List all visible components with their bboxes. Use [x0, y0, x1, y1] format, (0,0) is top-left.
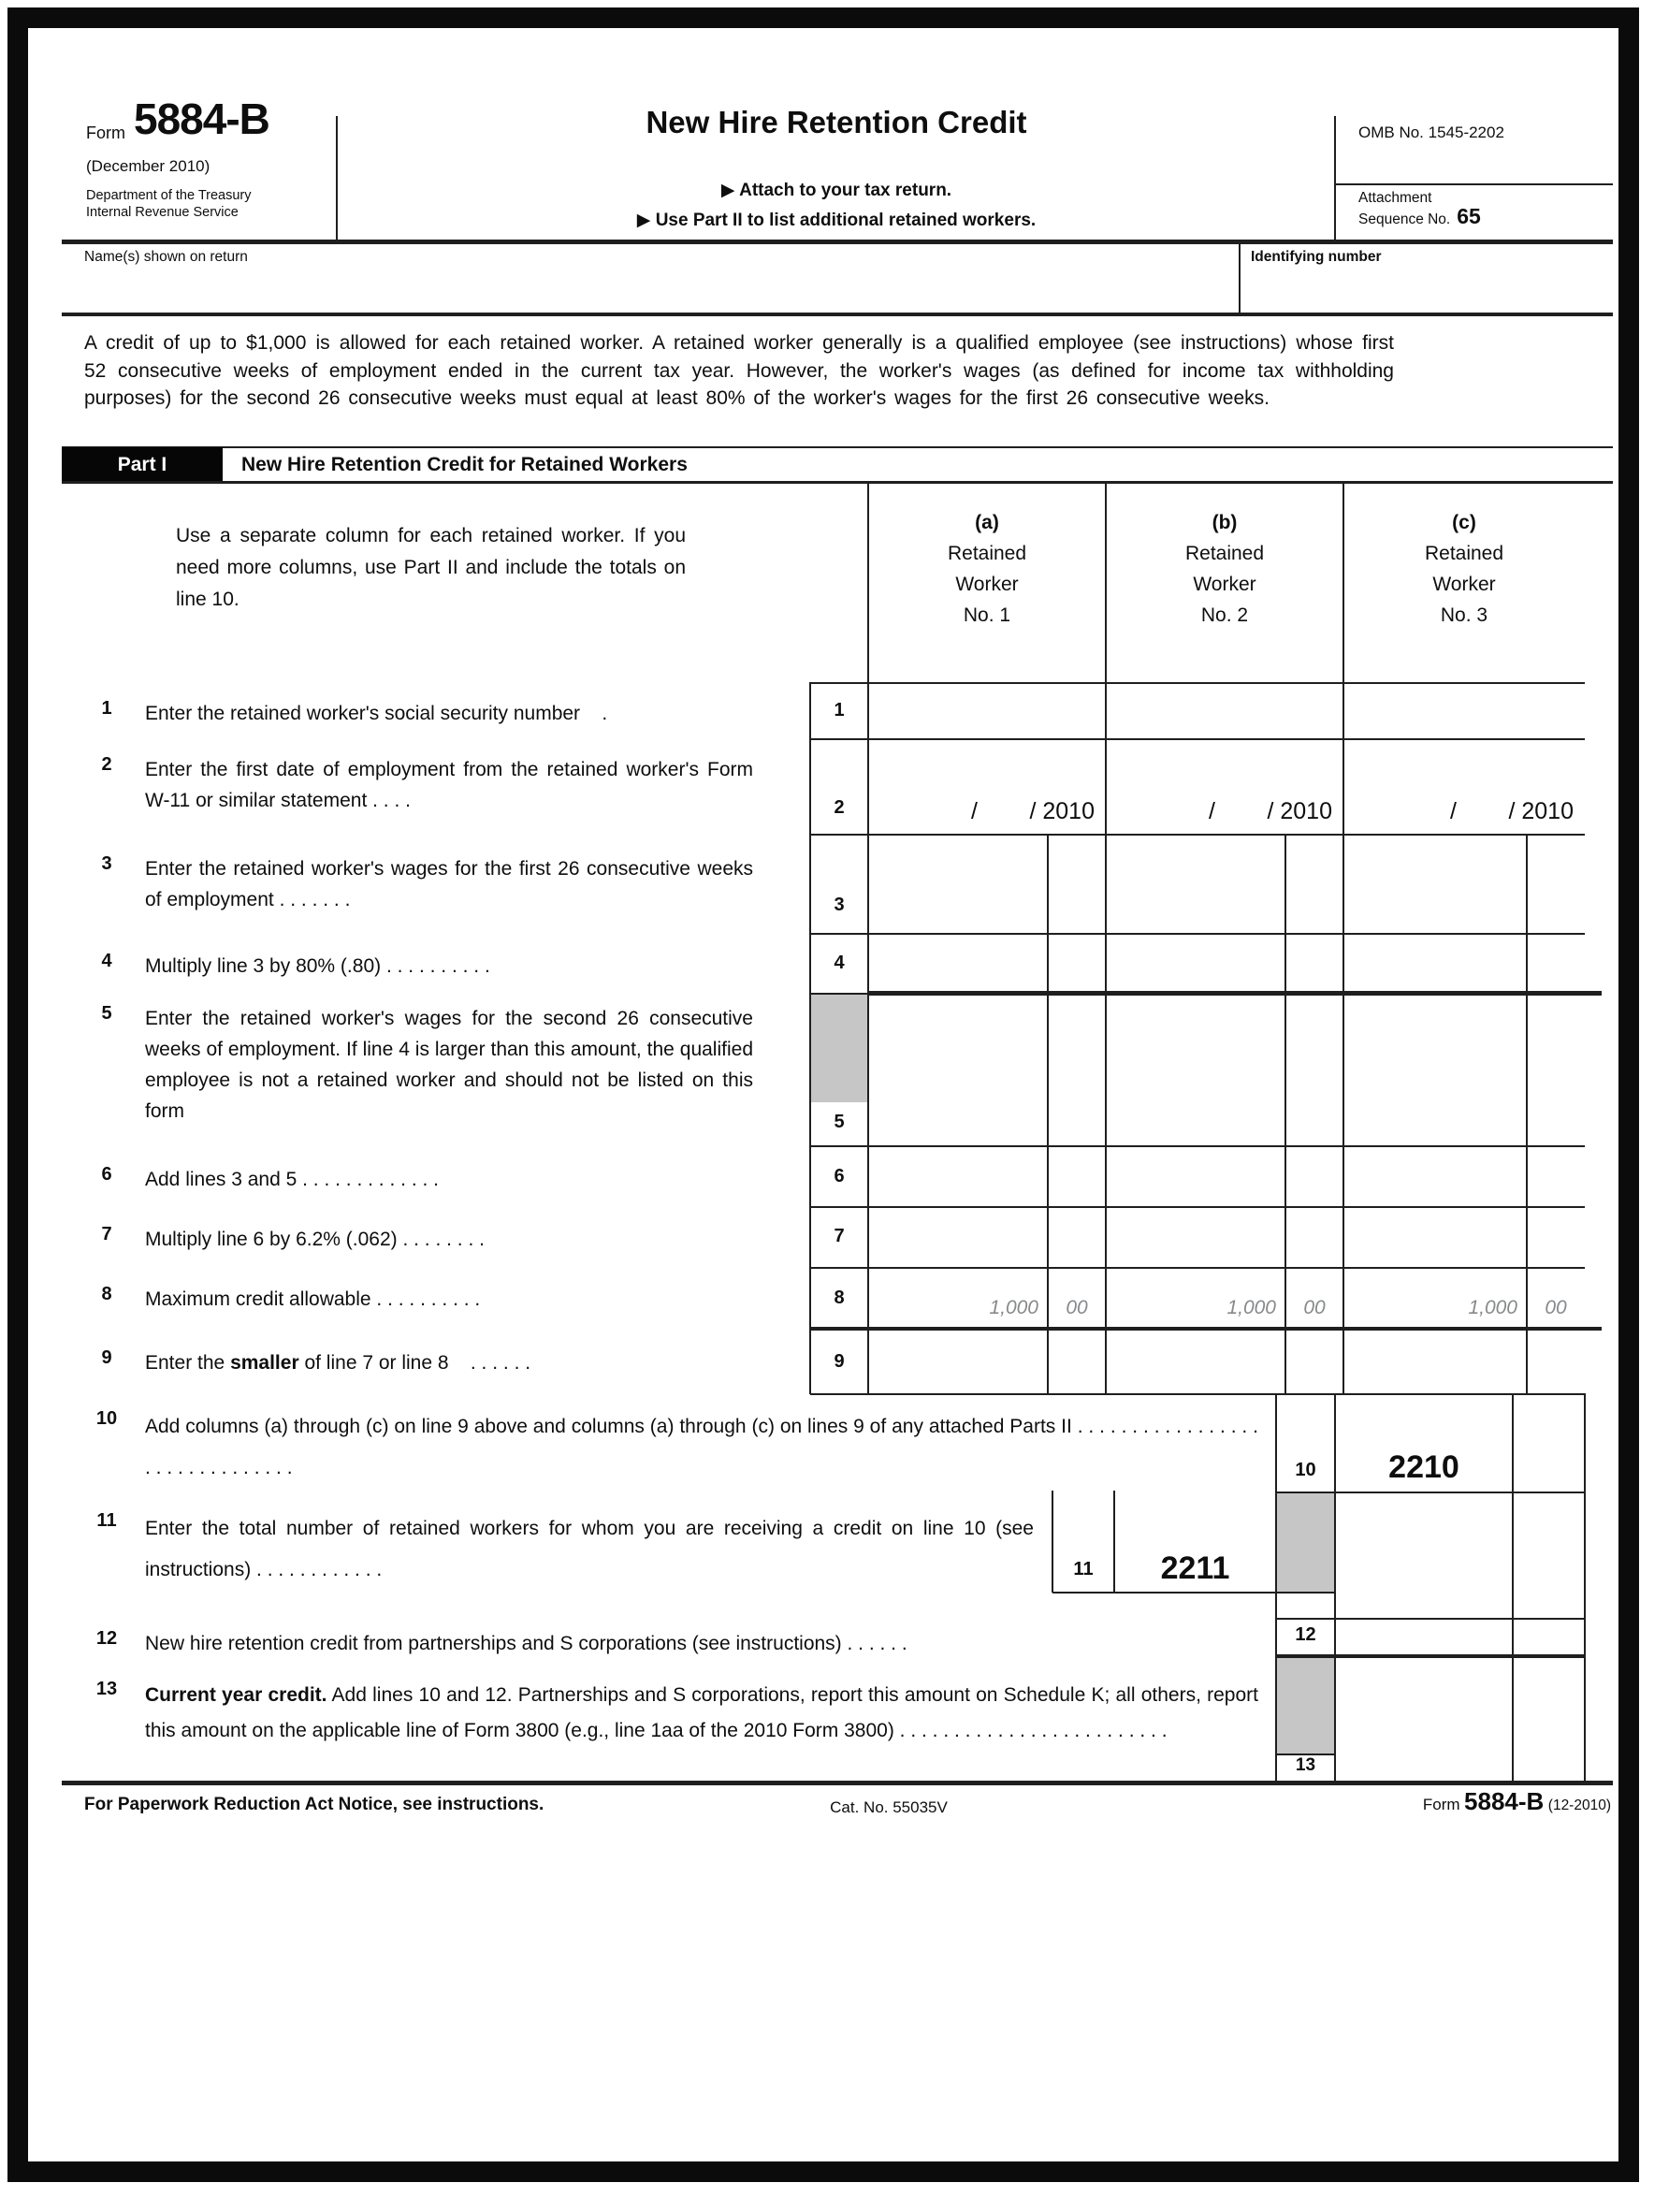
form-revision: (December 2010)	[86, 157, 210, 175]
column-header-a	[868, 507, 1106, 631]
line12-amount-cell[interactable]	[1335, 1619, 1513, 1654]
line1-col-c-cell[interactable]	[1343, 683, 1585, 739]
line9-number: 9	[101, 1347, 112, 1368]
line8-col-a-dollars: 1,000	[989, 1297, 1038, 1318]
line7-text: Multiply line 6 by 6.2% (.062) . . . . . . . .	[145, 1229, 485, 1250]
form-number: 5884-B	[134, 95, 269, 143]
line13-box-number: 13	[1295, 1755, 1316, 1775]
part1-label: Part I	[117, 454, 167, 475]
line1-box-number: 1	[834, 700, 845, 720]
name-input[interactable]	[64, 269, 1237, 313]
column-letter: (a)	[975, 512, 999, 533]
line5-col-c-cell[interactable]	[1343, 996, 1585, 1145]
line5-col-b-cell[interactable]	[1106, 996, 1343, 1145]
line9-col-b-cell[interactable]	[1106, 1331, 1343, 1393]
line2-box-number: 2	[834, 797, 845, 818]
line3-text: Enter the retained worker's wages for the first 26 consecutive weeks of employment . . . . . . .	[145, 858, 753, 910]
page-title: New Hire Retention Credit	[646, 105, 1027, 139]
line1-text: Enter the retained worker's social security number .	[145, 703, 608, 724]
line8-text: Maximum credit allowable . . . . . . . . . .	[145, 1288, 481, 1310]
line13-number: 13	[95, 1679, 118, 1699]
line2-col-c-date-cell[interactable]: / / 2010	[1449, 798, 1574, 824]
line7-col-c-cell[interactable]	[1343, 1207, 1585, 1267]
line9-col-a-cell[interactable]	[868, 1331, 1106, 1393]
line10-dot-leader: . . . . . . . . . . . . . . . . . . . . . . . . . . . . . . .	[145, 1416, 1258, 1478]
line6-box-number: 6	[834, 1166, 845, 1186]
paperwork-notice: For Paperwork Reduction Act Notice, see instructions.	[84, 1795, 544, 1814]
line12-text: New hire retention credit from partnerships and S corporations (see instructions) . . . . . .	[145, 1633, 907, 1654]
line8-col-b-cents: 00	[1303, 1297, 1326, 1318]
line5-text: Enter the retained worker's wages for the second 26 consecutive weeks of employment. If line 4 is larger than this amount, the qualified employee is not a retained worker and should not be listed on this form	[145, 1008, 753, 1122]
line3-box-number: 3	[834, 895, 845, 915]
line8-number: 8	[101, 1284, 112, 1304]
line5-box-number: 5	[834, 1112, 845, 1132]
catalog-number: Cat. No. 55035V	[830, 1798, 948, 1816]
line9-text-pre: Enter the	[145, 1352, 231, 1374]
name-label: Name(s) shown on return	[84, 249, 248, 265]
column-text: Worker	[955, 574, 1019, 595]
line7-col-a-cell[interactable]	[868, 1207, 1106, 1267]
line10-text-main: Add columns (a) through (c) on line 9 above and columns (a) through (c) on lines 9 of any attached Parts II	[145, 1416, 1072, 1437]
line12-box-number: 12	[1295, 1624, 1316, 1645]
line11-number: 11	[96, 1510, 117, 1531]
hrule	[62, 313, 1613, 316]
line2-col-b-date-cell[interactable]: / / 2010	[1208, 798, 1332, 824]
line6-text: Add lines 3 and 5 . . . . . . . . . . . . .	[145, 1169, 439, 1190]
footer-form-reference	[1244, 1787, 1611, 1816]
line2-col-a-date-cell[interactable]: / / 2010	[970, 798, 1095, 824]
form-word: Form	[86, 124, 125, 142]
line4-box-number: 4	[834, 953, 845, 973]
line7-box-number: 7	[834, 1226, 845, 1246]
table-instructions: Use a separate column for each retained worker. If you need more columns, use Part II and include the totals on line 10.	[176, 525, 686, 610]
line6-col-b-cell[interactable]	[1106, 1146, 1343, 1206]
footer-form-number: 5884-B	[1464, 1787, 1545, 1815]
line10-amount-cell[interactable]: 2210	[1388, 1449, 1459, 1485]
line3-number: 3	[101, 853, 112, 874]
hrule	[62, 240, 1613, 244]
shaded-cell	[811, 995, 867, 1102]
line5-col-a-cell[interactable]	[868, 996, 1106, 1145]
line1-col-b-cell[interactable]	[1106, 683, 1343, 739]
line7-col-b-cell[interactable]	[1106, 1207, 1343, 1267]
line6-col-a-cell[interactable]	[868, 1146, 1106, 1206]
line1-col-a-cell[interactable]	[868, 683, 1106, 739]
sequence-row	[1358, 204, 1481, 229]
column-header-c	[1343, 507, 1585, 631]
line11-box-number: 11	[1073, 1559, 1094, 1579]
line3-col-b-cell[interactable]	[1106, 835, 1343, 934]
line13-cents-cell[interactable]	[1513, 1755, 1584, 1782]
sequence-label: Sequence No.	[1358, 211, 1451, 227]
line10-number: 10	[95, 1408, 118, 1429]
agency-line1: Department of the Treasury	[86, 188, 252, 203]
column-text: Worker	[1193, 574, 1256, 595]
column-text: Retained	[1424, 543, 1504, 564]
line7-number: 7	[101, 1224, 112, 1244]
identifying-number-label: Identifying number	[1251, 249, 1382, 265]
footer-form-revision: (12-2010)	[1547, 1797, 1611, 1813]
line8-box-number: 8	[834, 1288, 845, 1308]
shaded-cell	[1277, 1658, 1334, 1754]
column-letter: (b)	[1212, 512, 1238, 533]
line8-col-a-cents: 00	[1066, 1297, 1088, 1318]
line13-text-bold: Current year credit.	[145, 1684, 327, 1706]
line2-number: 2	[101, 754, 112, 775]
column-header-b	[1106, 507, 1343, 631]
part1-title: New Hire Retention Credit for Retained Workers	[241, 454, 688, 475]
part1-label-box	[62, 447, 223, 483]
hrule	[810, 1267, 1585, 1269]
vrule	[1334, 116, 1336, 241]
line9-text	[145, 1347, 753, 1378]
line8-col-c-cents: 00	[1545, 1297, 1567, 1318]
line5-number: 5	[101, 1003, 112, 1024]
line4-col-a-cell[interactable]	[868, 934, 1106, 992]
line6-col-c-cell[interactable]	[1343, 1146, 1585, 1206]
line4-col-c-cell[interactable]	[1343, 934, 1585, 992]
line3-col-a-cell[interactable]	[868, 835, 1106, 934]
line4-number: 4	[101, 951, 112, 971]
line13-amount-cell[interactable]	[1335, 1755, 1513, 1782]
agency-line2: Internal Revenue Service	[86, 205, 239, 220]
line9-box-number: 9	[834, 1351, 845, 1372]
line11-dot-leader: . . . . . . . . . . . .	[251, 1559, 383, 1580]
vrule	[1239, 244, 1241, 313]
column-text: No. 1	[963, 604, 1011, 626]
line9-text-post: of line 7 or line 8 . . . . . .	[298, 1352, 531, 1374]
line10-box-number: 10	[1295, 1460, 1316, 1480]
vrule	[1584, 1393, 1586, 1783]
line8-col-c-dollars: 1,000	[1468, 1297, 1517, 1318]
omb-number: OMB No. 1545-2202	[1358, 124, 1504, 141]
attachment-label: Attachment	[1358, 190, 1432, 206]
line10-text	[145, 1406, 1258, 1489]
hrule	[62, 481, 1613, 484]
column-text: Retained	[1184, 543, 1265, 564]
column-text: No. 2	[1200, 604, 1249, 626]
line13-text	[145, 1678, 1258, 1749]
line13-text-main: Add lines 10 and 12. Partnerships and S corporations, report this amount on Schedule K; all others, report this amount on the applicable line of Form 3800 (e.g., line 1aa of the 2010 Form 3800)	[145, 1684, 1258, 1741]
line12-number: 12	[95, 1628, 118, 1649]
line9-col-c-cell[interactable]	[1343, 1331, 1585, 1393]
line4-col-b-cell[interactable]	[1106, 934, 1343, 992]
line2-text: Enter the first date of employment from the retained worker's Form W-11 or similar statement . . . .	[145, 759, 753, 811]
line4-text: Multiply line 3 by 80% (.80) . . . . . . . . . .	[145, 955, 490, 977]
line6-number: 6	[101, 1164, 112, 1185]
footer-form-word: Form	[1422, 1796, 1460, 1813]
column-text: Retained	[947, 543, 1027, 564]
line1-number: 1	[101, 698, 112, 719]
line11-text-main: Enter the total number of retained workers for whom you are receiving a credit on line 10 (see instructions)	[145, 1518, 1034, 1580]
attach-instruction-1: ▶ Attach to your tax return.	[720, 181, 952, 200]
line13-dot-leader: . . . . . . . . . . . . . . . . . . . . . . . . .	[893, 1720, 1168, 1741]
line12-cents-cell[interactable]	[1513, 1619, 1584, 1654]
sequence-number: 65	[1457, 204, 1481, 228]
intro-paragraph: A credit of up to $1,000 is allowed for each retained worker. A retained worker generally is a qualified employee (see instructions) whose first 52 consecutive weeks of employment ended in the current tax year. However, the worker's wages (as defined for income tax withholding purposes) for the second 26 consecutive weeks must equal at least 80% of the worker's wages for the first 26 consecutive weeks.	[84, 332, 1394, 409]
column-text: Worker	[1432, 574, 1496, 595]
line10-cents-cell[interactable]	[1513, 1394, 1584, 1492]
vrule	[336, 116, 338, 241]
line8-col-b-dollars: 1,000	[1226, 1297, 1276, 1318]
column-text: No. 3	[1440, 604, 1488, 626]
line11-text	[145, 1508, 1034, 1591]
shaded-cell	[1277, 1493, 1334, 1592]
identifying-number-input[interactable]	[1242, 269, 1611, 313]
hrule	[1335, 183, 1613, 185]
line3-col-c-cell[interactable]	[1343, 835, 1585, 934]
line11-count-cell[interactable]: 2211	[1160, 1550, 1230, 1586]
column-letter: (c)	[1452, 512, 1476, 533]
attach-instruction-2: ▶ Use Part II to list additional retained workers.	[636, 211, 1037, 230]
line9-text-bold: smaller	[230, 1352, 299, 1374]
